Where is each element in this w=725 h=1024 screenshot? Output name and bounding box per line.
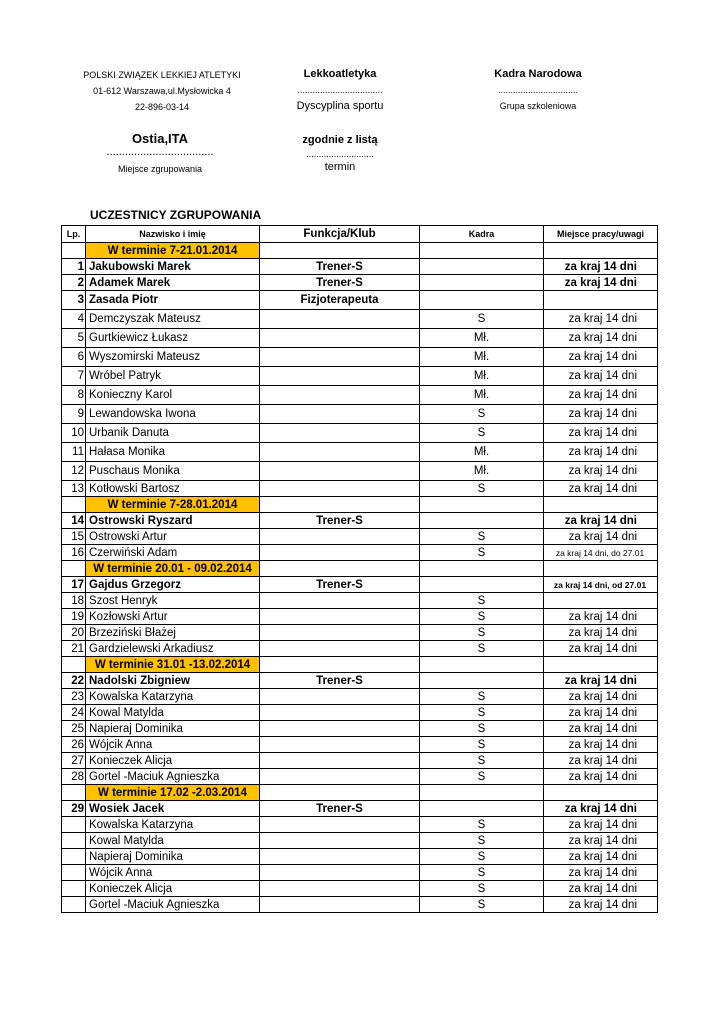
kadra-cell: S — [420, 881, 544, 897]
kadra-cell: S — [420, 737, 544, 753]
function-cell — [260, 243, 420, 259]
function-cell: Trener-S — [260, 673, 420, 689]
kadra-cell: Mł. — [420, 367, 544, 386]
lp-cell: 26 — [62, 737, 86, 753]
table-row — [62, 881, 658, 897]
kadra-cell: S — [420, 641, 544, 657]
kadra-cell — [420, 275, 544, 291]
remarks-cell: za kraj 14 dni — [544, 625, 658, 641]
name-cell: Gardzielewski Arkadiusz — [86, 641, 260, 657]
lp-cell: 2 — [62, 275, 86, 291]
remarks-cell: za kraj 14 dni — [544, 849, 658, 865]
table-row — [62, 721, 658, 737]
term-row — [62, 497, 658, 513]
term-row — [62, 561, 658, 577]
lp-cell: 19 — [62, 609, 86, 625]
function-cell — [260, 386, 420, 405]
remarks-cell: za kraj 14 dni — [544, 513, 658, 529]
column-header-function: Funkcja/Klub — [260, 226, 420, 243]
remarks-cell: za kraj 14 dni — [544, 769, 658, 785]
kadra-cell: S — [420, 625, 544, 641]
remarks-cell: za kraj 14 dni — [544, 721, 658, 737]
function-cell — [260, 865, 420, 881]
function-cell: Trener-S — [260, 577, 420, 593]
lp-cell: 20 — [62, 625, 86, 641]
table-row — [62, 593, 658, 609]
term-label: termin — [324, 161, 356, 173]
name-cell: Nadolski Zbigniew — [86, 673, 260, 689]
name-cell: Brzeziński Błażej — [86, 625, 260, 641]
function-cell — [260, 529, 420, 545]
name-cell: Napieraj Dominika — [86, 721, 260, 737]
term-label: W terminie 7-28.01.2014 — [86, 497, 260, 513]
remarks-cell: za kraj 14 dni — [544, 481, 658, 497]
kadra-cell — [420, 673, 544, 689]
column-header-name: Nazwisko i imię — [86, 226, 260, 243]
kadra-cell: Mł. — [420, 443, 544, 462]
table-row — [62, 609, 658, 625]
lp-cell — [62, 243, 86, 259]
lp-cell: 11 — [62, 443, 86, 462]
kadra-cell: S — [420, 424, 544, 443]
lp-cell — [62, 497, 86, 513]
lp-cell: 27 — [62, 753, 86, 769]
kadra-cell: S — [420, 609, 544, 625]
name-cell: Gajdus Grzegorz — [86, 577, 260, 593]
function-cell — [260, 769, 420, 785]
function-cell — [260, 817, 420, 833]
term-dots: ........................... — [306, 149, 374, 159]
table-row — [62, 769, 658, 785]
org-address: 01-612 Warszawa,ul.Mysłowicka 4 — [93, 86, 231, 96]
remarks-cell — [544, 243, 658, 259]
participants-table — [61, 225, 658, 913]
name-cell: Wójcik Anna — [86, 865, 260, 881]
table-row — [62, 625, 658, 641]
remarks-cell: za kraj 14 dni — [544, 329, 658, 348]
name-cell: Wyszomirski Mateusz — [86, 348, 260, 367]
table-row — [62, 833, 658, 849]
name-cell: Kowal Matylda — [86, 705, 260, 721]
remarks-cell: za kraj 14 dni — [544, 673, 658, 689]
kadra-cell: Mł. — [420, 386, 544, 405]
name-cell: Kowal Matylda — [86, 833, 260, 849]
table-row — [62, 817, 658, 833]
kadra-cell: S — [420, 310, 544, 329]
lp-cell: 1 — [62, 259, 86, 275]
group-label: Grupa szkoleniowa — [499, 101, 577, 111]
lp-cell: 16 — [62, 545, 86, 561]
remarks-cell — [544, 291, 658, 310]
function-cell: Trener-S — [260, 275, 420, 291]
table-row — [62, 481, 658, 497]
table-row — [62, 849, 658, 865]
remarks-cell: za kraj 14 dni — [544, 801, 658, 817]
table-row — [62, 405, 658, 424]
kadra-cell: S — [420, 545, 544, 561]
remarks-cell: za kraj 14 dni — [544, 641, 658, 657]
kadra-cell: S — [420, 753, 544, 769]
lp-cell: 14 — [62, 513, 86, 529]
kadra-cell: S — [420, 529, 544, 545]
function-cell — [260, 329, 420, 348]
name-cell: Hałasa Monika — [86, 443, 260, 462]
org-phone: 22-896-03-14 — [134, 102, 190, 112]
kadra-cell: S — [420, 689, 544, 705]
function-cell — [260, 737, 420, 753]
table-row — [62, 443, 658, 462]
term-label: W terminie 7-21.01.2014 — [86, 243, 260, 259]
lp-cell — [62, 785, 86, 801]
term-value: zgodnie z listą — [302, 134, 378, 146]
lp-cell: 4 — [62, 310, 86, 329]
name-cell: Demczyszak Mateusz — [86, 310, 260, 329]
remarks-cell: za kraj 14 dni — [544, 753, 658, 769]
term-row — [62, 243, 658, 259]
name-cell: Kowalska Katarzyna — [86, 689, 260, 705]
table-row — [62, 705, 658, 721]
kadra-cell: S — [420, 721, 544, 737]
discipline-dots: .................................. — [297, 85, 383, 95]
table-row — [62, 348, 658, 367]
kadra-cell — [420, 657, 544, 673]
lp-cell: 21 — [62, 641, 86, 657]
function-cell — [260, 897, 420, 913]
remarks-cell — [544, 497, 658, 513]
name-cell: Adamek Marek — [86, 275, 260, 291]
remarks-cell: za kraj 14 dni — [544, 529, 658, 545]
table-row — [62, 865, 658, 881]
function-cell — [260, 443, 420, 462]
table-row — [62, 737, 658, 753]
group-value: Kadra Narodowa — [494, 68, 582, 80]
lp-cell — [62, 561, 86, 577]
lp-cell — [62, 881, 86, 897]
remarks-cell: za kraj 14 dni — [544, 817, 658, 833]
name-cell: Gortel -Maciuk Agnieszka — [86, 769, 260, 785]
name-cell: Gurtkiewicz Łukasz — [86, 329, 260, 348]
function-cell — [260, 833, 420, 849]
table-row — [62, 529, 658, 545]
remarks-cell: za kraj 14 dni — [544, 865, 658, 881]
kadra-cell — [420, 561, 544, 577]
table-row — [62, 673, 658, 689]
remarks-cell: za kraj 14 dni — [544, 705, 658, 721]
name-cell: Czerwiński Adam — [86, 545, 260, 561]
name-cell: Wójcik Anna — [86, 737, 260, 753]
remarks-cell: za kraj 14 dni — [544, 833, 658, 849]
name-cell: Lewandowska Iwona — [86, 405, 260, 424]
table-row — [62, 462, 658, 481]
lp-cell: 12 — [62, 462, 86, 481]
table-row — [62, 577, 658, 593]
name-cell: Napieraj Dominika — [86, 849, 260, 865]
function-cell — [260, 593, 420, 609]
lp-cell — [62, 833, 86, 849]
lp-cell: 29 — [62, 801, 86, 817]
lp-cell: 22 — [62, 673, 86, 689]
function-cell — [260, 348, 420, 367]
lp-cell: 13 — [62, 481, 86, 497]
table-header-row — [62, 226, 658, 243]
remarks-cell — [544, 657, 658, 673]
kadra-cell: S — [420, 769, 544, 785]
remarks-cell — [544, 593, 658, 609]
function-cell: Trener-S — [260, 259, 420, 275]
group-dots: ................................ — [497, 85, 578, 95]
lp-cell: 7 — [62, 367, 86, 386]
remarks-cell — [544, 785, 658, 801]
lp-cell: 6 — [62, 348, 86, 367]
table-row — [62, 424, 658, 443]
function-cell — [260, 625, 420, 641]
lp-cell: 18 — [62, 593, 86, 609]
name-cell: Kozłowski Artur — [86, 609, 260, 625]
function-cell — [260, 561, 420, 577]
function-cell — [260, 481, 420, 497]
lp-cell — [62, 865, 86, 881]
table-body — [62, 243, 658, 913]
kadra-cell — [420, 259, 544, 275]
kadra-cell — [420, 291, 544, 310]
lp-cell: 24 — [62, 705, 86, 721]
place-label: Miejsce zgrupowania — [117, 164, 203, 174]
function-cell — [260, 462, 420, 481]
term-label: W terminie 20.01 - 09.02.2014 — [86, 561, 260, 577]
lp-cell — [62, 817, 86, 833]
function-cell — [260, 705, 420, 721]
remarks-cell: za kraj 14 dni — [544, 609, 658, 625]
place-dots: ................................... — [106, 146, 214, 158]
function-cell — [260, 545, 420, 561]
lp-cell — [62, 897, 86, 913]
lp-cell: 9 — [62, 405, 86, 424]
kadra-cell: Mł. — [420, 462, 544, 481]
name-cell: Konieczek Alicja — [86, 753, 260, 769]
remarks-cell — [544, 561, 658, 577]
kadra-cell: S — [420, 865, 544, 881]
lp-cell: 28 — [62, 769, 86, 785]
lp-cell: 23 — [62, 689, 86, 705]
remarks-cell: za kraj 14 dni, do 27.01 — [544, 545, 658, 561]
remarks-cell: za kraj 14 dni — [544, 689, 658, 705]
function-cell — [260, 881, 420, 897]
name-cell: Ostrowski Ryszard — [86, 513, 260, 529]
table-row — [62, 310, 658, 329]
name-cell: Jakubowski Marek — [86, 259, 260, 275]
column-header-kadra: Kadra — [420, 226, 544, 243]
function-cell — [260, 641, 420, 657]
kadra-cell: S — [420, 405, 544, 424]
remarks-cell: za kraj 14 dni — [544, 367, 658, 386]
kadra-cell — [420, 801, 544, 817]
name-cell: Kowalska Katarzyna — [86, 817, 260, 833]
term-row — [62, 657, 658, 673]
table-row — [62, 367, 658, 386]
kadra-cell: S — [420, 897, 544, 913]
name-cell: Wróbel Patryk — [86, 367, 260, 386]
term-row — [62, 785, 658, 801]
function-cell — [260, 785, 420, 801]
function-cell — [260, 497, 420, 513]
kadra-cell: S — [420, 593, 544, 609]
table-row — [62, 386, 658, 405]
lp-cell: 8 — [62, 386, 86, 405]
kadra-cell: S — [420, 705, 544, 721]
kadra-cell — [420, 513, 544, 529]
lp-cell: 3 — [62, 291, 86, 310]
function-cell: Fizjoterapeuta — [260, 291, 420, 310]
kadra-cell — [420, 497, 544, 513]
kadra-cell: Mł. — [420, 329, 544, 348]
remarks-cell: za kraj 14 dni — [544, 424, 658, 443]
function-cell — [260, 310, 420, 329]
table-row — [62, 275, 658, 291]
function-cell — [260, 721, 420, 737]
function-cell — [260, 657, 420, 673]
remarks-cell: za kraj 14 dni — [544, 348, 658, 367]
function-cell — [260, 849, 420, 865]
name-cell: Konieczek Alicja — [86, 881, 260, 897]
lp-cell — [62, 849, 86, 865]
table-row — [62, 513, 658, 529]
remarks-cell: za kraj 14 dni — [544, 310, 658, 329]
org-name: POLSKI ZWIĄZEK LEKKIEJ ATLETYKI — [83, 70, 241, 80]
name-cell: Szost Henryk — [86, 593, 260, 609]
lp-cell: 5 — [62, 329, 86, 348]
remarks-cell: za kraj 14 dni — [544, 443, 658, 462]
function-cell — [260, 367, 420, 386]
remarks-cell: za kraj 14 dni — [544, 259, 658, 275]
table-row — [62, 689, 658, 705]
name-cell: Konieczny Karol — [86, 386, 260, 405]
kadra-cell: S — [420, 481, 544, 497]
table-row — [62, 641, 658, 657]
remarks-cell: za kraj 14 dni — [544, 462, 658, 481]
table-row — [62, 545, 658, 561]
table-row — [62, 259, 658, 275]
lp-cell: 10 — [62, 424, 86, 443]
column-header-remarks: Miejsce pracy/uwagi — [544, 226, 658, 243]
section-title: UCZESTNICY ZGRUPOWANIA — [90, 208, 262, 222]
function-cell — [260, 424, 420, 443]
name-cell: Urbanik Danuta — [86, 424, 260, 443]
kadra-cell: S — [420, 849, 544, 865]
table-row — [62, 291, 658, 310]
table-row — [62, 897, 658, 913]
function-cell — [260, 405, 420, 424]
discipline-label: Dyscyplina sportu — [296, 100, 384, 112]
lp-cell: 25 — [62, 721, 86, 737]
remarks-cell: za kraj 14 dni — [544, 275, 658, 291]
function-cell — [260, 753, 420, 769]
term-label: W terminie 17.02 -2.03.2014 — [86, 785, 260, 801]
function-cell: Trener-S — [260, 801, 420, 817]
name-cell: Gortel -Maciuk Agnieszka — [86, 897, 260, 913]
kadra-cell — [420, 785, 544, 801]
remarks-cell: za kraj 14 dni — [544, 405, 658, 424]
discipline-value: Lekkoatletyka — [303, 68, 377, 80]
table-row — [62, 329, 658, 348]
lp-cell: 15 — [62, 529, 86, 545]
term-label: W terminie 31.01 -13.02.2014 — [86, 657, 260, 673]
function-cell — [260, 609, 420, 625]
function-cell: Trener-S — [260, 513, 420, 529]
kadra-cell: S — [420, 833, 544, 849]
kadra-cell — [420, 243, 544, 259]
kadra-cell — [420, 577, 544, 593]
column-header-lp: Lp. — [62, 226, 86, 243]
name-cell: Wosiek Jacek — [86, 801, 260, 817]
remarks-cell: za kraj 14 dni — [544, 881, 658, 897]
name-cell: Kotłowski Bartosz — [86, 481, 260, 497]
name-cell: Ostrowski Artur — [86, 529, 260, 545]
table-row — [62, 801, 658, 817]
remarks-cell: za kraj 14 dni, od 27.01 — [544, 577, 658, 593]
kadra-cell: S — [420, 817, 544, 833]
name-cell: Puschaus Monika — [86, 462, 260, 481]
remarks-cell: za kraj 14 dni — [544, 737, 658, 753]
lp-cell — [62, 657, 86, 673]
function-cell — [260, 689, 420, 705]
remarks-cell: za kraj 14 dni — [544, 897, 658, 913]
remarks-cell: za kraj 14 dni — [544, 386, 658, 405]
place-value: Ostia,ITA — [131, 131, 189, 146]
name-cell: Zasada Piotr — [86, 291, 260, 310]
table-row — [62, 753, 658, 769]
lp-cell: 17 — [62, 577, 86, 593]
kadra-cell: Mł. — [420, 348, 544, 367]
